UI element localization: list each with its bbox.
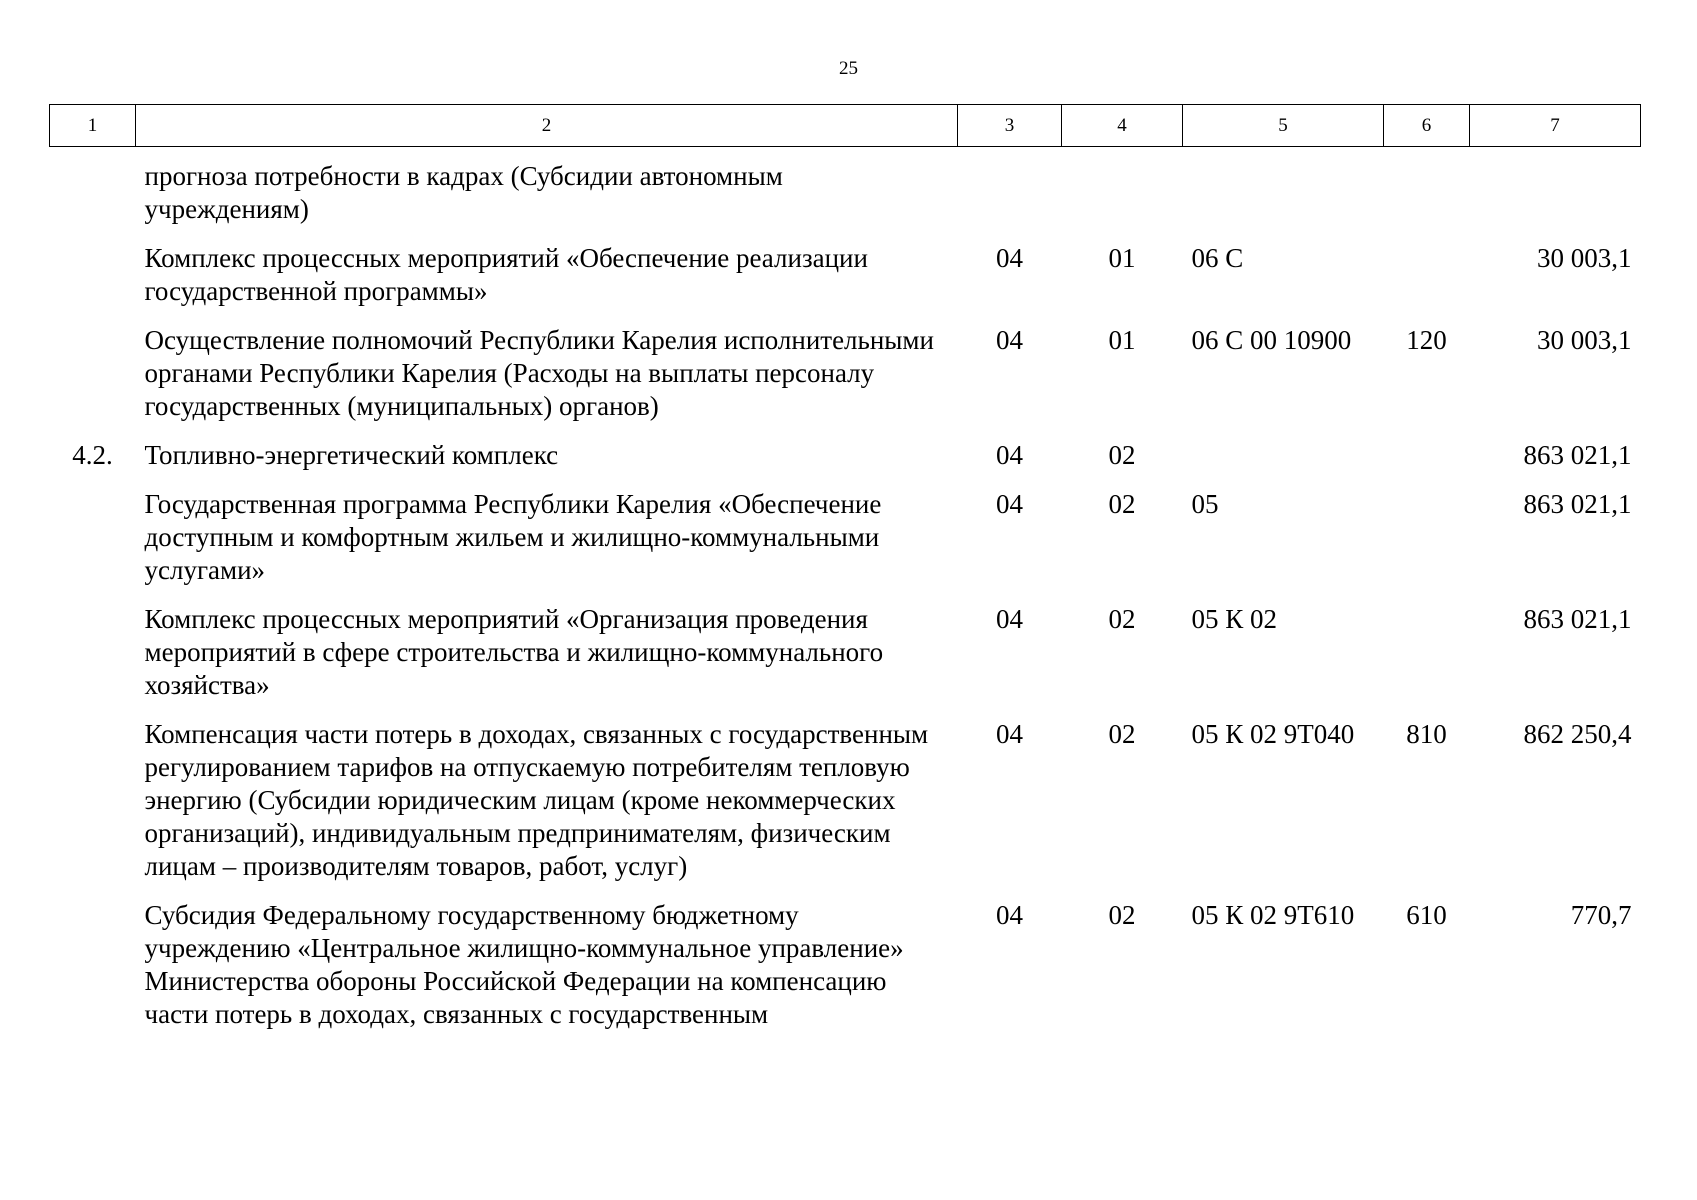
row-section: 04 [996, 900, 1023, 930]
row-amount: 30 003,1 [1537, 325, 1632, 355]
row-subsection: 01 [1108, 325, 1136, 355]
row-amount: 863 021,1 [1523, 604, 1632, 634]
row-section [958, 147, 1062, 243]
row-subsection: 02 [1108, 719, 1136, 749]
row-section: 04 [996, 489, 1023, 519]
row-number [50, 242, 136, 324]
budget-table [49, 104, 1641, 1047]
table-row [50, 603, 1641, 718]
row-expense-type [1384, 488, 1470, 603]
row-section: 04 [996, 325, 1023, 355]
row-name: Компенсация части потерь в доходах, связанных с государственным регулированием тарифов на отпускаемую потребителям тепловую энергию (Субсидии юридическим лицам (кроме некоммерческих организаций), индивидуальным предпринимателям, физическим лицам – производителям товаров, работ, услуг) [144, 719, 929, 881]
row-name: Субсидия Федеральному государственному бюджетному учреждению «Центральное жилищно-коммунальное управление» Министерства обороны Российской Федерации на компенсацию части потерь в доходах, связанных с государственным [144, 900, 904, 1029]
header-col-5: 5 [1183, 105, 1384, 147]
row-target-article: 05 К 02 9Т610 [1191, 900, 1355, 930]
table-row [50, 488, 1641, 603]
row-name: Топливно-энергетический комплекс [144, 440, 559, 470]
row-section: 04 [996, 243, 1023, 273]
row-amount: 770,7 [1570, 900, 1632, 930]
row-target-article [1183, 147, 1384, 243]
row-target-article: 05 К 02 [1191, 604, 1278, 634]
row-amount: 863 021,1 [1523, 489, 1632, 519]
row-name: Осуществление полномочий Республики Карелия исполнительными органами Республики Карелия (Расходы на выплаты персоналу государственных (муниципальных) органов) [144, 325, 934, 421]
header-col-1: 1 [50, 105, 136, 147]
row-number [50, 718, 136, 899]
row-name: прогноза потребности в кадрах (Субсидии автономным учреждениям) [144, 161, 783, 224]
row-expense-type: 610 [1406, 900, 1447, 930]
row-amount: 30 003,1 [1537, 243, 1632, 273]
row-target-article: 05 К 02 9Т040 [1191, 719, 1355, 749]
row-name: Комплекс процессных мероприятий «Организация проведения мероприятий в сфере строительства и жилищно-коммунального хозяйства» [144, 604, 884, 700]
row-number [50, 603, 136, 718]
page-number: 25 [839, 58, 858, 79]
row-expense-type [1384, 242, 1470, 324]
row-target-article: 06 С 00 10900 [1191, 325, 1352, 355]
table-header [50, 105, 1641, 147]
header-col-2: 2 [136, 105, 958, 147]
row-target-article: 05 [1191, 489, 1219, 519]
row-section: 04 [996, 604, 1023, 634]
row-section: 04 [996, 719, 1023, 749]
row-subsection: 02 [1108, 604, 1136, 634]
row-section: 04 [996, 440, 1023, 470]
row-amount: 862 250,4 [1523, 719, 1632, 749]
row-number [50, 488, 136, 603]
row-target-article [1183, 439, 1384, 488]
header-col-7: 7 [1470, 105, 1641, 147]
header-col-6: 6 [1384, 105, 1470, 147]
row-subsection: 02 [1108, 900, 1136, 930]
row-expense-type [1384, 439, 1470, 488]
row-expense-type [1384, 603, 1470, 718]
table-body [50, 147, 1641, 1048]
row-number [50, 147, 136, 243]
header-col-4: 4 [1062, 105, 1183, 147]
row-name: Государственная программа Республики Карелия «Обеспечение доступным и комфортным жильем и жилищно-коммунальными услугами» [144, 489, 882, 585]
row-number [50, 324, 136, 439]
table-row [50, 242, 1641, 324]
row-subsection [1062, 147, 1183, 243]
row-expense-type [1384, 147, 1470, 243]
row-amount [1470, 147, 1641, 243]
table-row [50, 324, 1641, 439]
table-row [50, 899, 1641, 1047]
row-subsection: 02 [1108, 489, 1136, 519]
row-number [50, 899, 136, 1047]
header-row [50, 105, 1641, 147]
row-number: 4.2. [72, 440, 113, 470]
row-subsection: 01 [1108, 243, 1136, 273]
row-expense-type: 120 [1406, 325, 1447, 355]
header-col-3: 3 [958, 105, 1062, 147]
table-row [50, 147, 1641, 243]
row-amount: 863 021,1 [1523, 440, 1632, 470]
row-expense-type: 810 [1406, 719, 1447, 749]
row-subsection: 02 [1108, 440, 1136, 470]
table-row [50, 718, 1641, 899]
table-row [50, 439, 1641, 488]
row-name: Комплекс процессных мероприятий «Обеспечение реализации государственной программы» [144, 243, 868, 306]
row-target-article: 06 С [1191, 243, 1244, 273]
